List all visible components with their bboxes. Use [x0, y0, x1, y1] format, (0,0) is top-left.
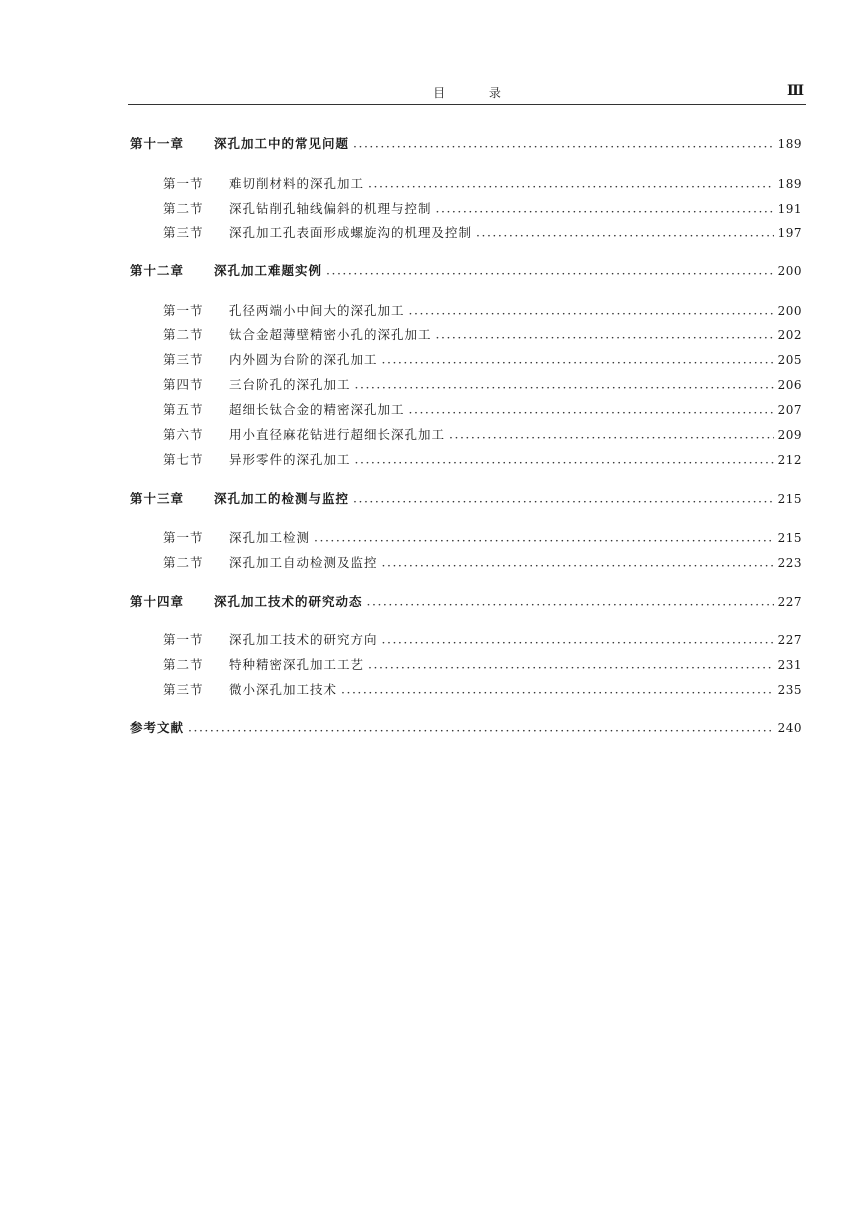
toc-section-entry [163, 223, 802, 243]
dot-leader [368, 658, 774, 678]
dot-leader [409, 403, 774, 423]
toc-chapter-entry [130, 489, 802, 509]
entry-number: 第三节 [163, 352, 204, 367]
entry-number: 第一节 [163, 176, 204, 191]
dot-leader [382, 353, 774, 373]
toc-section-entry [163, 325, 802, 345]
toc-section-entry [163, 400, 802, 420]
toc-section-entry [163, 425, 802, 445]
toc-section-entry [163, 174, 802, 194]
dot-leader [355, 378, 774, 398]
entry-page-number: 200 [777, 304, 802, 318]
dot-leader [314, 531, 774, 551]
entry-number: 第一节 [163, 632, 204, 647]
entry-page-number: 202 [777, 328, 802, 342]
entry-page-number: 207 [777, 403, 802, 417]
entry-page-number: 227 [777, 595, 802, 609]
toc-chapter-entry [130, 592, 802, 612]
entry-page-number: 223 [777, 556, 802, 570]
entry-title: 参考文献 [130, 720, 185, 735]
toc-section-entry [163, 375, 802, 395]
entry-page-number: 231 [777, 658, 802, 672]
dot-leader [436, 202, 774, 222]
entry-page-number: 209 [777, 428, 802, 442]
entry-number: 第十三章 [130, 491, 185, 506]
toc-section-entry [163, 301, 802, 321]
dot-leader [368, 177, 774, 197]
dot-leader [382, 556, 774, 576]
entry-title: 深孔加工检测 [229, 530, 311, 545]
entry-page-number: 227 [777, 633, 802, 647]
entry-title: 深孔加工的检测与监控 [214, 491, 350, 506]
entry-page-number: 212 [777, 453, 802, 467]
entry-title: 孔径两端小中间大的深孔加工 [229, 303, 405, 318]
toc-section-entry [163, 680, 802, 700]
entry-title: 特种精密深孔加工工艺 [229, 657, 365, 672]
entry-number: 第十一章 [130, 136, 185, 151]
entry-number: 第一节 [163, 530, 204, 545]
entry-number: 第三节 [163, 682, 204, 697]
entry-page-number: 206 [777, 378, 802, 392]
entry-title: 超细长钛合金的精密深孔加工 [229, 402, 405, 417]
toc-chapter-entry [130, 134, 802, 154]
header-title: 目 录 [433, 86, 521, 100]
entry-number: 第二节 [163, 555, 204, 570]
entry-page-number: 197 [777, 226, 802, 240]
toc-section-entry [163, 655, 802, 675]
toc-section-entry [163, 553, 802, 573]
entry-title: 深孔加工技术的研究动态 [214, 594, 363, 609]
entry-page-number: 189 [777, 177, 802, 191]
entry-title: 微小深孔加工技术 [229, 682, 338, 697]
entry-number: 第十二章 [130, 263, 185, 278]
dot-leader [341, 683, 774, 703]
entry-number: 第三节 [163, 225, 204, 240]
entry-page-number: 191 [777, 202, 802, 216]
entry-page-number: 215 [777, 531, 802, 545]
dot-leader [436, 328, 774, 348]
entry-title: 钛合金超薄壁精密小孔的深孔加工 [229, 327, 432, 342]
entry-page-number: 205 [777, 353, 802, 367]
toc-section-entry [163, 528, 802, 548]
entry-title: 难切削材料的深孔加工 [229, 176, 365, 191]
dot-leader [382, 633, 774, 653]
entry-number: 第五节 [163, 402, 204, 417]
toc-section-entry [163, 199, 802, 219]
entry-page-number: 215 [777, 492, 802, 506]
toc-section-entry [163, 350, 802, 370]
toc-section-entry [163, 630, 802, 650]
dot-leader [326, 264, 774, 284]
entry-number: 第二节 [163, 201, 204, 216]
dot-leader [367, 595, 774, 615]
entry-page-number: 200 [777, 264, 802, 278]
entry-title: 深孔加工难题实例 [214, 263, 323, 278]
dot-leader [476, 226, 774, 246]
entry-title: 深孔加工自动检测及监控 [229, 555, 378, 570]
entry-number: 第七节 [163, 452, 204, 467]
dot-leader [188, 721, 774, 741]
entry-number: 第十四章 [130, 594, 185, 609]
entry-number: 第二节 [163, 657, 204, 672]
entry-page-number: 240 [777, 721, 802, 735]
toc-section-entry [163, 450, 802, 470]
dot-leader [449, 428, 774, 448]
dot-leader [353, 492, 774, 512]
entry-title: 深孔加工技术的研究方向 [229, 632, 378, 647]
dot-leader [409, 304, 774, 324]
entry-title: 异形零件的深孔加工 [229, 452, 351, 467]
entry-number: 第四节 [163, 377, 204, 392]
entry-title: 用小直径麻花钻进行超细长深孔加工 [229, 427, 446, 442]
entry-page-number: 189 [777, 137, 802, 151]
toc-chapter-entry [130, 718, 802, 738]
entry-number: 第二节 [163, 327, 204, 342]
entry-title: 三台阶孔的深孔加工 [229, 377, 351, 392]
entry-title: 深孔加工中的常见问题 [214, 136, 350, 151]
toc-chapter-entry [130, 261, 802, 281]
entry-title: 内外圆为台阶的深孔加工 [229, 352, 378, 367]
header-page-numeral: Ⅲ [786, 83, 804, 99]
dot-leader [355, 453, 774, 473]
entry-title: 深孔加工孔表面形成螺旋沟的机理及控制 [229, 225, 473, 240]
entry-page-number: 235 [777, 683, 802, 697]
entry-title: 深孔钻削孔轴线偏斜的机理与控制 [229, 201, 432, 216]
entry-number: 第一节 [163, 303, 204, 318]
dot-leader [353, 137, 774, 157]
entry-number: 第六节 [163, 427, 204, 442]
